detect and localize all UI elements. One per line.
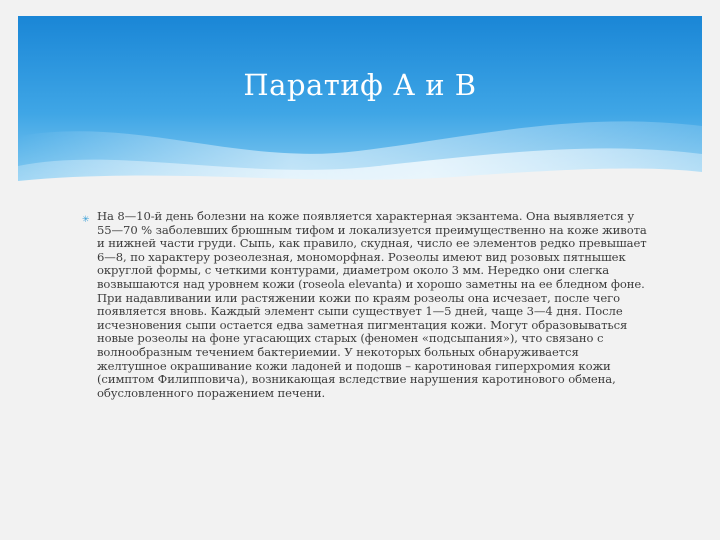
- title-banner: [18, 16, 702, 194]
- slide-title: Паратиф А и В: [243, 68, 477, 102]
- body-paragraph: На 8—10-й день болезни на коже появляется характерная экзантема. Она выявляется у 55—70 % заболевших брюшным тифом и локализуется преимущественно на коже живота и нижней части груди. Сыпь, как правило, скудная, число ее элементов редко превышает 6—8, по характеру розеолезная, мономорфная. Розеолы имеют вид розовых пятнышек округлой формы, с четкими контурами, диаметром около 3 мм. Нередко они слегка возвышаются над уровнем кожи (roseola elevanta) и хорошо заметны на ее бледном фоне. При надавливании или растяжении кожи по краям розеолы она исчезает, после чего появляется вновь. Каждый элемент сыпи существует 1—5 дней, чаще 3—4 дня. После исчезновения сыпи остается едва заметная пигментация кожи. Могут образовываться новые розеолы на фоне угасающих старых (феномен «подсыпания»), что связано с волнообразным течением бактериемии. У некоторых больных обнаруживается желтушное окрашивание кожи ладоней и подошв – каротиновая гиперхромия кожи (симптом Филипповича), возникающая вследствие нарушения каротинового обмена, обусловленного поражением печени.: [97, 209, 647, 400]
- asterisk-icon: ✳: [82, 215, 90, 225]
- wave-background: [18, 16, 702, 194]
